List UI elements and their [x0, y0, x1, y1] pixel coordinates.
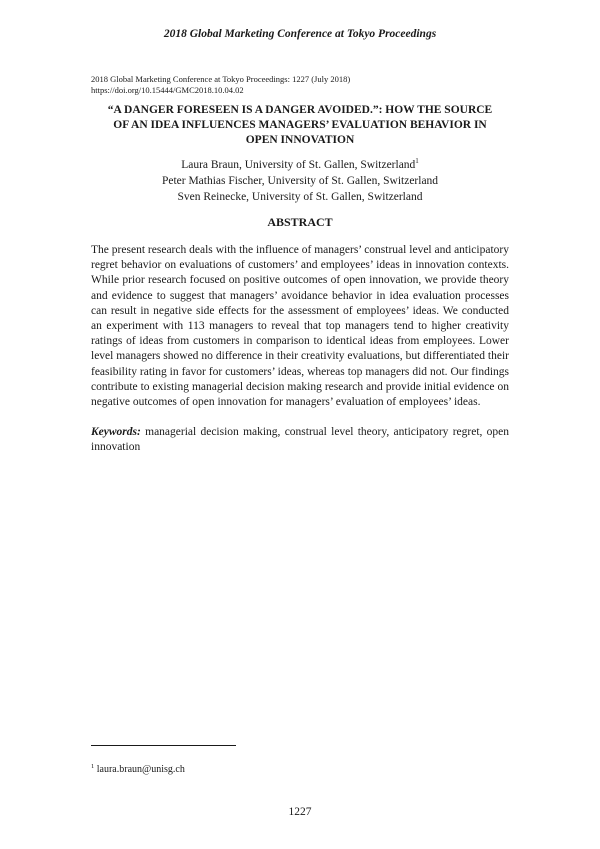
running-header: 2018 Global Marketing Conference at Tokyo Proceedings [163, 28, 437, 40]
author-3: Sven Reinecke, University of St. Gallen, Switzerland [177, 191, 423, 203]
author-1 [85, 157, 515, 173]
citation-line: 2018 Global Marketing Conference at Tokyo Proceedings: 1227 (July 2018) [91, 74, 351, 84]
author-1-name: Laura Braun, University of St. Gallen, Switzerland [181, 159, 416, 171]
abstract-heading: ABSTRACT [267, 215, 333, 229]
footnote-divider [91, 745, 236, 746]
paper-title [85, 103, 515, 148]
footnote [91, 764, 185, 775]
title-line-2: OF AN IDEA INFLUENCES MANAGERS’ EVALUATION BEHAVIOR IN [113, 119, 487, 131]
footnote-mark: 1 [91, 763, 95, 770]
keywords-text: managerial decision making, construal level theory, anticipatory regret, open innovation [91, 426, 510, 454]
citation-block [91, 74, 350, 96]
footnote-email[interactable]: laura.braun@unisg.ch [96, 764, 185, 775]
keywords-label: Keywords: [91, 426, 141, 438]
author-2: Peter Mathias Fischer, University of St. Gallen, Switzerland [161, 175, 439, 187]
title-line-3: OPEN INNOVATION [245, 134, 355, 146]
author-1-footnote-mark: 1 [415, 157, 419, 165]
keywords [91, 425, 509, 455]
title-line-1: “A DANGER FORESEEN IS A DANGER AVOIDED.”: HOW THE SOURCE [107, 104, 493, 116]
abstract-body: The present research deals with the influence of managers’ construal level and anticipatory regret behavior on evaluations of customers’ and employees’ ideas in innovation contexts. While prior research focused on positive outcomes of open innovation, we provide theory and evidence to suggest that managers’ avoidance behavior in idea evaluation processes can result in negative side effects for the assessment of employees’ ideas. We conducted an experiment with 113 managers to reveal that top managers tend to higher creativity ratings of ideas from customers in comparison to identical ideas from employees. Lower level managers showed no difference in their creativity evaluations, but differentiated their feasibility rating in favor for customers’ ideas, whereas top managers did not. Our findings contribute to existing managerial decision making research and provide initial evidence on negative outcomes of open innovation for managers’ evaluation of employees’ ideas. [91, 244, 509, 409]
doi-link[interactable]: https://doi.org/10.15444/GMC2018.10.04.02 [91, 85, 244, 95]
author-list [85, 157, 515, 205]
page-number: 1227 [288, 806, 312, 818]
